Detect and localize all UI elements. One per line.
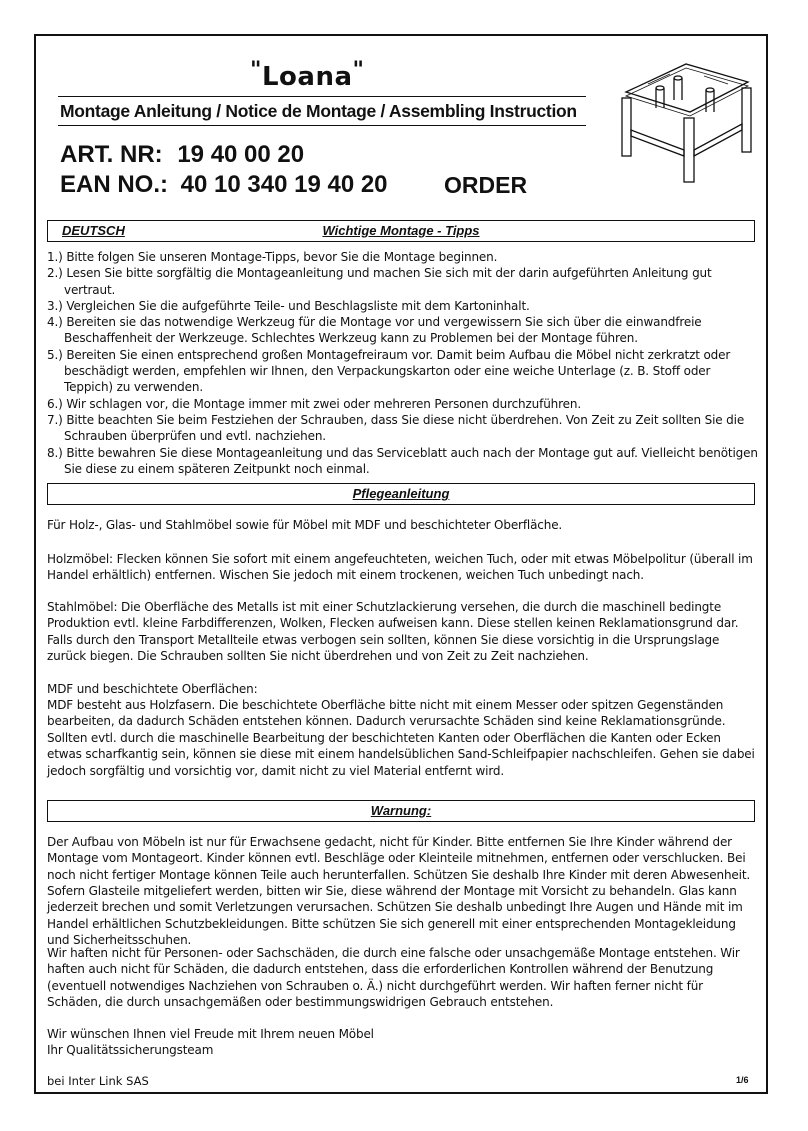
header-rule-bottom [58, 125, 586, 126]
header-rule-top [58, 96, 586, 97]
warning-liability: Wir haften nicht für Personen- oder Sachschäden, die durch eine falsche oder unsachgemäße Montage entstehen. Wir haften auch nicht für Schäden, die dadurch entstehen, dass die erforderlichen Kontrollen während der Benutzung (eventuell notwendiges Nachziehen von Schrauben o. Ä.) nicht durchgeführt werden. Wir haften ferner nicht für Schäden, die durch unsachgemäßen oder bestimmungswidrigen Gebrauch entstehen. [47, 946, 740, 1009]
language-label: DEUTSCH [62, 223, 125, 238]
section-header-care [47, 483, 755, 505]
article-number-value: 19 40 00 20 [177, 141, 305, 168]
footer-company: bei Inter Link SAS [47, 1074, 149, 1088]
section-header-warning [47, 800, 755, 822]
care-heading: Pflegeanleitung [352, 486, 450, 501]
care-steel: Stahlmöbel: Die Oberfläche des Metalls ist mit einer Schutzlackierung versehen, die durch die maschinell bedingte Produktion evtl. kleine Farbdifferenzen, Wolken, Flecken aufweisen kann. Diese stellen keinen Reklamationsgrund dar. [47, 600, 739, 631]
care-mdf-title: MDF und beschichtete Oberflächen: [47, 682, 258, 696]
table-illustration-icon [608, 48, 758, 190]
article-number-label: ART. NR: [60, 141, 163, 168]
page-number: 1/6 [736, 1075, 749, 1085]
care-intro: Für Holz-, Glas- und Stahlmöbel sowie für Möbel mit MDF und beschichteter Oberfläche. [47, 518, 563, 532]
ean-number-value: 40 10 340 19 40 20 [180, 171, 388, 198]
product-title: "Loana" [250, 58, 365, 92]
warning-children: Der Aufbau von Möbeln ist nur für Erwachsene gedacht, nicht für Kinder. Bitte entfernen Sie Ihre Kinder während der Montage vom Montageort. Kinder können evtl. Beschläge oder Kleinteile mitnehmen, entfernen oder verschlucken. Bei noch nicht fertiger Montage können Teile auch herunterfallen. Schützen Sie deshalb Ihre Kinder mit deren Abwesenheit. [47, 835, 751, 882]
list-item: 5.) Bereiten Sie einen entsprechend großen Montagefreiraum vor. Damit beim Aufbau die Möbel nicht zerkratzt oder beschädigt werden, empfehlen wir Ihnen, den Verpackungskarton oder eine weiche Unterlage (z. B. Stoff oder Teppich) zu verwenden. [47, 347, 731, 395]
list-item: 3.) Vergleichen Sie die aufgeführte Teile- und Beschlagsliste mit dem Kartoninhalt. [47, 298, 530, 313]
list-item: 8.) Bitte bewahren Sie diese Montageanleitung und das Serviceblatt auch nach der Montage gut auf. Vielleicht benötigen Sie diese zu einem späteren Zeitpunkt noch einmal. [47, 445, 758, 476]
tips-list [47, 249, 759, 477]
list-item: 4.) Bereiten sie das notwendige Werkzeug für die Montage vor und vergewissern Sie sich über die einwandfreie Beschaffenheit der Werkzeuge. Schlechtes Werkzeug kann zu Problemen bei der Montage führen. [47, 315, 702, 346]
care-mdf-line1: MDF besteht aus Holzfasern. Die beschichtete Oberfläche bitte nicht mit einem Messer oder spitzen Gegenständen bearbeiten, da dadurch Schäden entstehen können. Dadurch verursachte Schäden sind keine Reklamationsgründe. [47, 698, 726, 729]
list-item: 7.) Bitte beachten Sie beim Festziehen der Schrauben, dass Sie diese nicht überdrehen. Von Zeit zu Zeit sollten Sie die Schrauben überprüfen und evtl. nachziehen. [47, 412, 745, 444]
tips-heading: Wichtige Montage - Tipps [322, 223, 480, 238]
order-label: ORDER [444, 172, 528, 198]
warning-heading: Warnung: [370, 803, 432, 818]
care-wood: Holzmöbel: Flecken können Sie sofort mit einem angefeuchteten, weichen Tuch, oder mit etwas Möbelpolitur (überall im Handel erhältlich) entfernen. Wischen Sie jedoch mit einem trockenen, weichen Tuch unbedingt nach. [47, 552, 753, 583]
list-item: 2.) Lesen Sie bitte sorgfältig die Montageanleitung und machen Sie sich mit der darin aufgeführten Anleitung gut vertraut. [47, 266, 712, 297]
care-steel-transport: Falls durch den Transport Metallteile etwas verbogen sein sollten, können Sie diese vorsichtig in die Ursprungslage zurück biegen. Die Schrauben sollten Sie nicht überdrehen und von Zeit zu Zeit nachziehen. [47, 633, 720, 664]
ean-number-label: EAN NO.: [60, 171, 168, 198]
ean-number [60, 171, 388, 199]
article-number [60, 141, 304, 169]
document-subtitle: Montage Anleitung / Notice de Montage / Assembling Instruction [60, 101, 577, 121]
closing-wish: Wir wünschen Ihnen viel Freude mit Ihrem neuen Möbel [47, 1027, 374, 1041]
section-header-tips [47, 220, 755, 242]
care-mdf-line2: Sollten evtl. durch die maschinelle Bearbeitung der beschichteten Kanten oder Oberflächen die Kanten oder Ecken etwas scharfkantig sein, können sie diese mit einem handelsüblichen Sand-Schleifpapier nachschleifen. Gehen sie dabei jedoch sorgfältig und vorsichtig vor, damit nicht zu viel Material entfernt wird. [47, 731, 755, 778]
warning-glass: Sofern Glasteile mitgeliefert werden, bitten wir Sie, diese während der Montage mit Vorsicht zu behandeln. Glas kann jederzeit brechen und somit Verletzungen verursachen. Schützen Sie deshalb unbedingt Ihre Augen und Hände mit im Handel erhältlichen Schutzbekleidungen. Bitte schützen Sie sich generell mit einer entsprechenden Montagekleidung und Sicherheitsschuhen. [47, 884, 743, 947]
list-item: 1.) Bitte folgen Sie unseren Montage-Tipps, bevor Sie die Montage beginnen. [47, 250, 498, 264]
closing-team: Ihr Qualitätssicherungsteam [47, 1043, 214, 1057]
list-item: 6.) Wir schlagen vor, die Montage immer mit zwei oder mehreren Personen durchzuführen. [47, 396, 581, 411]
